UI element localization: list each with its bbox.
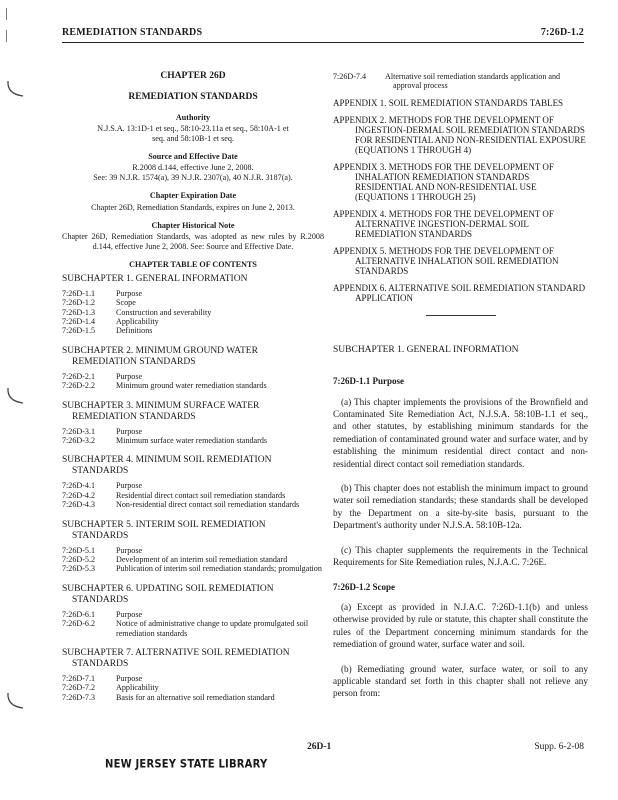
toc-item-text: Purpose <box>116 371 143 381</box>
toc-item <box>62 693 324 702</box>
toc-item-text: Purpose <box>116 288 143 298</box>
section-heading: 7:26D-1.1 Purpose <box>333 376 404 387</box>
toc-item-text: Alternative soil remediation standards application and approval process <box>385 72 561 91</box>
toc-item-number: 7:26D-6.2 <box>62 619 96 629</box>
authority-text: N.J.S.A. 13:1D-1 et seq., 58:10-23.11a et seq., 58:10A-1 et seq. and 58:10B-1 et seq. <box>97 124 289 143</box>
toc-item-number: 7:26D-5.2 <box>62 554 96 564</box>
supplement-date: Supp. 6-2-08 <box>534 742 584 752</box>
toc-item <box>62 500 324 509</box>
toc-item-text: Applicability <box>116 683 159 693</box>
source-text-1: R.2008 d.144, effective June 2, 2008. <box>132 163 254 173</box>
source-text-2: See: 39 N.J.R. 1574(a), 39 N.J.R. 2307(a), 40 N.J.R. 3187(a). <box>93 172 293 182</box>
expiration-heading: Chapter Expiration Date <box>149 191 237 201</box>
appendix-entry: APPENDIX 5. METHODS FOR THE DEVELOPMENT OF ALTERNATIVE INHALATION SOIL REMEDIATION STANDARDS <box>333 245 559 276</box>
toc-item <box>62 564 324 573</box>
section-heading: 7:26D-1.2 Scope <box>333 581 395 592</box>
toc-heading: CHAPTER TABLE OF CONTENTS <box>129 260 257 270</box>
toc-item <box>62 610 324 619</box>
toc-item-number: 7:26D-6.1 <box>62 609 96 619</box>
edge-tick <box>6 30 7 42</box>
toc-item-number: 7:26D-4.1 <box>62 481 96 491</box>
toc-item-number: 7:26D-5.1 <box>62 545 96 555</box>
toc-item-number: 7:26D-7.4 <box>333 72 367 81</box>
toc-item <box>62 555 324 564</box>
paragraph: (b) Remediating ground water, surface water, or soil to any applicable standard set forth in this chapter shall not relieve any person from: <box>333 663 588 699</box>
toc-item-number: 7:26D-7.3 <box>62 692 96 702</box>
toc-item-text: Purpose <box>116 426 143 436</box>
appendix-entry: APPENDIX 1. SOIL REMEDIATION STANDARDS TABLES <box>333 97 564 108</box>
section-body <box>333 601 588 700</box>
paragraph: (b) This chapter does not establish the minimum impact to ground water soil remediation standards; these standards shall be developed by the Department on a site-by-site basis, pursuant to the Department's authority under N.J.S.A. 58:10B-12a. <box>333 483 588 531</box>
subchapter-title: SUBCHAPTER 4. MINIMUM SOIL REMEDIATION STANDARDS <box>62 455 272 477</box>
toc-item <box>62 381 324 390</box>
toc-item <box>62 372 324 381</box>
toc-item-text: Construction and severability <box>116 307 212 317</box>
toc-item-number: 7:26D-3.1 <box>62 426 96 436</box>
appendix-list <box>333 98 588 303</box>
left-column <box>62 72 324 702</box>
toc-item-number: 7:26D-4.3 <box>62 500 96 510</box>
toc-item <box>62 619 324 638</box>
right-column <box>333 72 588 712</box>
toc-item-text: Purpose <box>116 674 143 683</box>
subchapter-heading: SUBCHAPTER 1. GENERAL INFORMATION <box>333 344 519 355</box>
toc-item-text: Applicability <box>116 316 159 326</box>
table-of-contents <box>62 274 324 703</box>
toc-item-number: 7:26D-1.3 <box>62 307 96 317</box>
toc-item-number: 7:26D-2.2 <box>62 381 96 391</box>
toc-item-text: Scope <box>116 298 136 308</box>
toc-item-text: Purpose <box>116 545 143 555</box>
toc-item-text: Non-residential direct contact soil remediation standards <box>116 500 300 510</box>
punch-hole-mark <box>5 690 27 712</box>
toc-item <box>62 481 324 490</box>
toc-item-number: 7:26D-5.3 <box>62 564 96 574</box>
toc-item-number: 7:26D-1.2 <box>62 298 96 308</box>
toc-item <box>62 491 324 500</box>
paragraph: (a) Except as provided in N.J.A.C. 7:26D-1.1(b) and unless otherwise provided by rule or statute, this chapter shall constitute the rules of the Department concerning minimum standards for the remediation of ground water, surface water and soil. <box>333 601 588 650</box>
toc-item-text: Notice of administrative change to update promulgated soil remediation standards <box>116 619 309 638</box>
historical-text: Chapter 26D, Remediation Standards, was adopted as new rules by R.2008 d.144, effective June 2, 2008. See: Source and Effective Date. <box>62 232 324 251</box>
chapter-number: CHAPTER 26D <box>160 71 226 81</box>
header-rule <box>62 42 584 43</box>
toc-item-text: Minimum ground water remediation standards <box>116 381 267 391</box>
edge-tick <box>6 8 7 20</box>
toc-item-number: 7:26D-7.2 <box>62 683 96 693</box>
toc-item-text: Publication of interim soil remediation standards; promulgation <box>116 564 322 574</box>
toc-item-number: 7:26D-1.1 <box>62 288 96 298</box>
toc-item <box>62 326 324 335</box>
header-section: 7:26D-1.2 <box>540 27 584 38</box>
toc-item-text: Minimum surface water remediation standards <box>116 435 268 445</box>
toc-item <box>62 546 324 555</box>
appendix-entry: APPENDIX 2. METHODS FOR THE DEVELOPMENT OF INGESTION-DERMAL SOIL REMEDIATION STANDARDS FOR RESIDENTIAL AND NON-RESIDENTIAL EXPOSURE (EQUATIONS 1 THROUGH 4) <box>333 114 586 155</box>
library-stamp: NEW JERSEY STATE LIBRARY <box>105 758 268 771</box>
section-body <box>333 396 588 569</box>
toc-item-text: Purpose <box>116 481 143 491</box>
expiration-text: Chapter 26D, Remediation Standards, expires on June 2, 2013. <box>91 202 295 212</box>
subchapter-title: SUBCHAPTER 3. MINIMUM SURFACE WATER REMEDIATION STANDARDS <box>62 400 260 422</box>
toc-item-number: 7:26D-3.2 <box>62 435 96 445</box>
appendix-entry: APPENDIX 4. METHODS FOR THE DEVELOPMENT OF ALTERNATIVE INGESTION-DERMAL SOIL REMEDIATION STANDARDS <box>333 208 554 239</box>
appendix-entry: APPENDIX 3. METHODS FOR THE DEVELOPMENT OF INHALATION REMEDIATION STANDARDS RESIDENTIAL AND NON-RESIDENTIAL USE (EQUATIONS 1 THROUGH 25) <box>333 161 554 202</box>
toc-item-number: 7:26D-7.1 <box>62 674 96 683</box>
toc-item-number: 7:26D-2.1 <box>62 371 96 381</box>
historical-heading: Chapter Historical Note <box>151 221 235 231</box>
toc-item <box>62 427 324 436</box>
toc-item-text: Definitions <box>116 326 153 336</box>
punch-hole-mark <box>5 78 27 100</box>
header-title: REMEDIATION STANDARDS <box>62 27 203 38</box>
toc-item <box>62 289 324 298</box>
subchapter-title: SUBCHAPTER 1. GENERAL INFORMATION <box>62 273 248 284</box>
punch-hole-mark <box>5 385 27 407</box>
source-heading: Source and Effective Date <box>148 152 238 162</box>
toc-item-text: Residential direct contact soil remediation standards <box>116 490 286 500</box>
section-divider <box>426 315 496 316</box>
running-header <box>62 27 584 41</box>
subchapter-title: SUBCHAPTER 5. INTERIM SOIL REMEDIATION STANDARDS <box>62 519 266 541</box>
toc-item-number: 7:26D-1.5 <box>62 326 96 336</box>
toc-item-text: Basis for an alternative soil remediation standard <box>116 692 275 702</box>
toc-item-text: Purpose <box>116 609 143 619</box>
toc-item <box>62 317 324 326</box>
authority-heading: Authority <box>175 112 211 122</box>
toc-item <box>62 308 324 317</box>
chapter-title: REMEDIATION STANDARDS <box>128 92 258 103</box>
subchapter-title: SUBCHAPTER 7. ALTERNATIVE SOIL REMEDIATION STANDARDS <box>62 648 290 669</box>
toc-item-number: 7:26D-4.2 <box>62 490 96 500</box>
subchapter-title: SUBCHAPTER 2. MINIMUM GROUND WATER REMEDIATION STANDARDS <box>62 345 258 367</box>
toc-item <box>333 72 588 91</box>
toc-item <box>62 298 324 307</box>
paragraph: (c) This chapter supplements the requirements in the Technical Requirements for Site Remediation rules, N.J.A.C. 7:26E. <box>333 544 588 568</box>
toc-item <box>62 683 324 692</box>
toc-item <box>62 674 324 683</box>
paragraph: (a) This chapter implements the provisions of the Brownfield and Contaminated Site Remediation Act, N.J.S.A. 58:10B-1.1 et seq., and other statutes, by establishing minimum standards for the remediation of contaminated ground water and surface water, and by establishing the minimum residential direct contact and non-residential direct contact soil remediation standards. <box>333 396 588 469</box>
toc-item <box>62 436 324 445</box>
subchapter-title: SUBCHAPTER 6. UPDATING SOIL REMEDIATION STANDARDS <box>62 583 274 605</box>
page-number: 26D-1 <box>307 742 332 752</box>
toc-item-number: 7:26D-1.4 <box>62 316 96 326</box>
appendix-entry: APPENDIX 6. ALTERNATIVE SOIL REMEDIATION STANDARD APPLICATION <box>333 282 586 303</box>
toc-item-text: Development of an interim soil remediation standard <box>116 554 288 564</box>
